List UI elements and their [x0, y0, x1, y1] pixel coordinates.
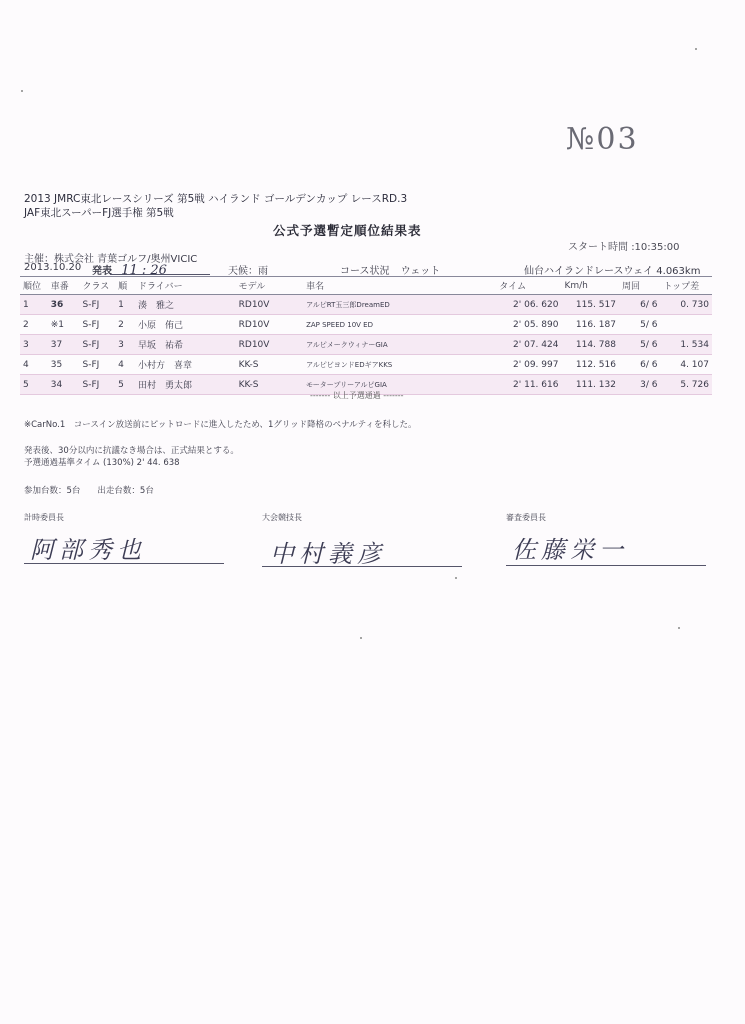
cell-driver: 小村方 喜章	[135, 355, 236, 375]
header-car-name: 車名	[303, 277, 496, 295]
cell-class-position: 4	[115, 355, 135, 375]
cell-speed: 116. 187	[561, 315, 618, 335]
scan-speck	[455, 577, 457, 579]
published-label: 発表	[92, 266, 112, 277]
cell-class: S-FJ	[80, 315, 116, 335]
table-row	[20, 335, 712, 355]
header-position: 順位	[20, 277, 48, 295]
header-time: タイム	[496, 277, 561, 295]
start-time	[568, 238, 679, 253]
cell-time: 2' 11. 616	[496, 375, 561, 395]
cell-class: S-FJ	[80, 355, 116, 375]
signature-role-director: 大会競技長	[262, 513, 302, 522]
signature-line-director	[262, 566, 462, 567]
signature-line-stewards	[506, 565, 706, 566]
circuit: 仙台ハイランドレースウェイ 4.063km	[524, 266, 701, 277]
document-number: №03	[566, 122, 639, 157]
scan-speck	[360, 637, 362, 639]
cell-time: 2' 07. 424	[496, 335, 561, 355]
entries-note: 参加台数：5台 出走台数：5台	[24, 486, 154, 496]
signature-role-timing: 計時委員長	[24, 513, 64, 522]
cell-laps: 5/ 6	[619, 315, 661, 335]
header-driver: ドライバー	[135, 277, 236, 295]
cell-class-position: 3	[115, 335, 135, 355]
event-title-line2: JAF東北スーパーFJ選手権 第5戦	[24, 207, 174, 219]
cell-car-name: アルピメークウィナーGIA	[303, 335, 496, 355]
cell-time: 2' 05. 890	[496, 315, 561, 335]
signature-director: 中村義彦	[270, 540, 386, 568]
cell-gap: 4. 107	[660, 355, 712, 375]
cell-driver: 小原 侑己	[135, 315, 236, 335]
cell-speed: 112. 516	[561, 355, 618, 375]
cell-class-position: 5	[115, 375, 135, 395]
cell-speed: 114. 788	[561, 335, 618, 355]
course-status-value: ウェット	[400, 266, 441, 277]
cell-car-number: 37	[48, 335, 80, 355]
cell-car-number: 35	[48, 355, 80, 375]
cell-position: 4	[20, 355, 48, 375]
cell-car-number: 36	[48, 295, 80, 315]
cell-laps: 6/ 6	[619, 355, 661, 375]
page-title: 公式予選暫定順位結果表	[273, 223, 422, 238]
cell-position: 5	[20, 375, 48, 395]
cell-gap: 0. 730	[660, 295, 712, 315]
cell-car-name: アルピRT玉三郎DreamED	[303, 295, 496, 315]
cell-gap: 1. 534	[660, 335, 712, 355]
cell-car-name: アルピビヨンドEDギアKKS	[303, 355, 496, 375]
header-gap: トップ差	[660, 277, 712, 295]
signature-stewards: 佐藤栄一	[512, 536, 628, 564]
cell-laps: 5/ 6	[619, 335, 661, 355]
cell-position: 3	[20, 335, 48, 355]
weather	[228, 262, 268, 277]
scan-speck	[695, 48, 697, 50]
published-value: 11 : 26	[121, 263, 167, 278]
cell-class-position: 2	[115, 315, 135, 335]
cell-class: S-FJ	[80, 335, 116, 355]
course-status	[340, 262, 440, 277]
scan-speck	[21, 90, 23, 92]
header-model: モデル	[236, 277, 303, 295]
weather-label: 天候：	[228, 266, 258, 277]
cell-gap	[660, 315, 712, 335]
cell-time: 2' 06. 620	[496, 295, 561, 315]
cell-speed: 111. 132	[561, 375, 618, 395]
cell-model: RD10V	[236, 315, 303, 335]
table-header-row	[20, 277, 712, 295]
cell-gap: 5. 726	[660, 375, 712, 395]
course-status-label: コース状況	[340, 266, 390, 277]
cell-driver: 早坂 祐希	[135, 335, 236, 355]
table-row	[20, 315, 712, 335]
cell-class-position: 1	[115, 295, 135, 315]
cell-model: KK-S	[236, 355, 303, 375]
cell-model: KK-S	[236, 375, 303, 395]
cell-driver: 田村 勇太郎	[135, 375, 236, 395]
event-title-line1: 2013 JMRC東北レースシリーズ 第5戦 ハイランド ゴールデンカップ レースRD.3	[24, 193, 408, 205]
organizer: 主催：株式会社 青葉ゴルフ/奥州VICIC	[24, 254, 198, 265]
results-table	[20, 276, 712, 395]
signature-line-timing	[24, 563, 224, 564]
cell-car-number: 34	[48, 375, 80, 395]
table-row	[20, 295, 712, 315]
weather-value: 雨	[258, 266, 268, 277]
event-date: 2013.10.20	[24, 262, 82, 273]
signature-timing: 阿部秀也	[30, 536, 146, 564]
cell-laps: 3/ 6	[619, 375, 661, 395]
qualify-time-note: 予選通過基準タイム (130%) 2' 44. 638	[24, 458, 180, 468]
cell-position: 1	[20, 295, 48, 315]
header-car-number: 車番	[48, 277, 80, 295]
cell-car-number: ※1	[48, 315, 80, 335]
cell-time: 2' 09. 997	[496, 355, 561, 375]
cell-driver: 湊 雅之	[135, 295, 236, 315]
qualifying-separator: ------- 以上予選通過 -------	[310, 391, 404, 400]
table-row	[20, 355, 712, 375]
cell-laps: 6/ 6	[619, 295, 661, 315]
cell-model: RD10V	[236, 335, 303, 355]
start-time-label: スタート時間	[568, 242, 628, 253]
header-class-position: 順	[115, 277, 135, 295]
cell-class: S-FJ	[80, 295, 116, 315]
header-speed: Km/h	[561, 277, 618, 295]
cell-speed: 115. 517	[561, 295, 618, 315]
cell-class: S-FJ	[80, 375, 116, 395]
penalty-note: ※CarNo.1 コースイン放送前にピットロードに進入したため、1グリッド降格のペナルティを科した。	[24, 420, 417, 430]
cell-car-name: ZAP SPEED 10V ED	[303, 315, 496, 335]
cell-car-name: モータープリーアルピGIA	[303, 375, 496, 395]
signature-role-stewards: 審査委員長	[506, 513, 546, 522]
protest-note: 発表後、30分以内に抗議なき場合は、正式結果とする。	[24, 446, 239, 456]
start-time-value: :10:35:00	[631, 242, 680, 253]
scan-speck	[678, 627, 680, 629]
header-class: クラス	[80, 277, 116, 295]
cell-position: 2	[20, 315, 48, 335]
published-underline	[110, 274, 210, 275]
cell-model: RD10V	[236, 295, 303, 315]
header-laps: 周回	[619, 277, 661, 295]
